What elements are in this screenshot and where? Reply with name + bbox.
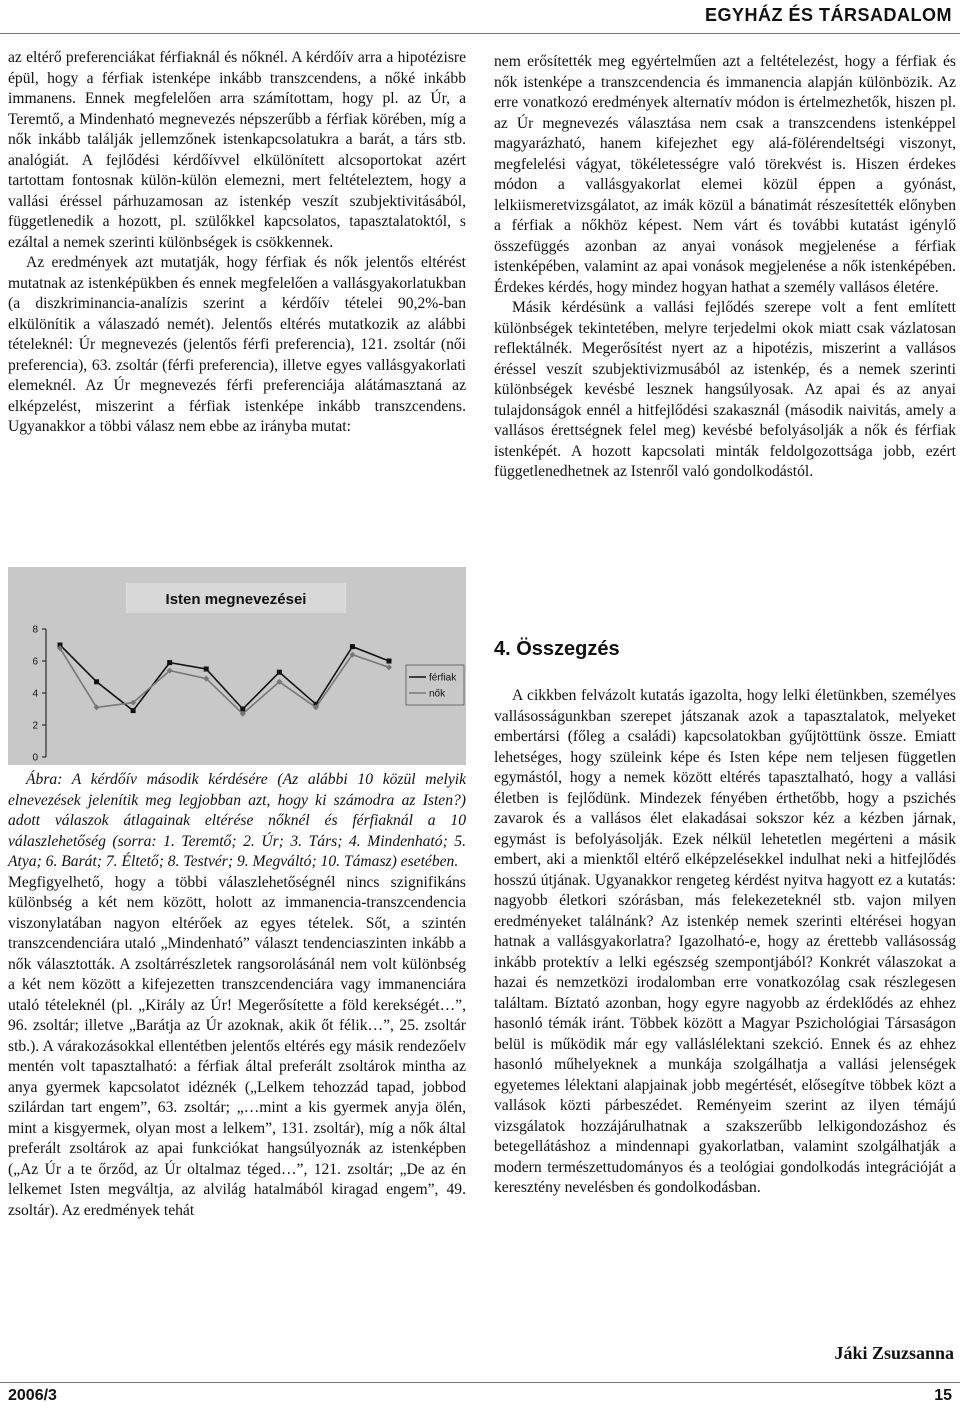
chart-title: Isten megnevezései bbox=[165, 591, 307, 608]
author-name: Jáki Zsuzsanna bbox=[834, 1343, 954, 1363]
line-chart bbox=[8, 567, 466, 765]
data-point bbox=[204, 667, 209, 672]
data-point bbox=[277, 670, 282, 675]
right-column-bottom bbox=[494, 686, 956, 1199]
y-tick-label: 0 bbox=[32, 752, 38, 764]
chart-figure bbox=[8, 567, 466, 765]
left-column-bottom bbox=[8, 770, 466, 1221]
y-tick-label: 4 bbox=[32, 688, 38, 700]
issue-number: 2006/3 bbox=[8, 1387, 57, 1404]
footer-rule bbox=[0, 1382, 960, 1383]
paragraph: Az eredmények azt mutatják, hogy férfiak és nők jelentős eltérést mutatnak az istenképükben és ennek megfelelően a vallásgyakorlatukban (a diszkriminancia-analízis szerint a kérdőív tételei 90,2%-ban elkülönítik a válaszadó nemét). Jelentős eltérés mutatkozik az alábbi tételeknél: Úr megnevezés (jelentős férfi preferencia), 121. zsoltár (női preferencia), 63. zsoltár (férfi preferencia), illetve egyes vallásgyakorlati elemeknél. Az Úr megnevezés férfi preferenciája alátámasztaná az elképzelést, miszerint a férfiak istenképe inkább transzcendens. Ugyanakkor a többi válasz nem ebbe az irányba mutat: bbox=[8, 254, 466, 435]
paragraph: Megfigyelhető, hogy a többi válaszlehetőségnél nincs szignifikáns különbség a két nem között, holott az immanencia-transzcendencia viszonylatában nagyon eltérőek az egyes tételek. Sőt, a szintén transzcendenciára utaló „Mindenható” választ tendenciaszinten inkább a nők választották. A zsoltárrészletek rangsorolásánál nem volt különbség a két nem között a kifejezetten transzcendenciára vagy immanenciára utaló tételeknél (pl. „Király az Úr! Megerősítette a föld kerekségét…”, 96. zsoltár; illetve „Barátja az Úr azoknak, akik őt félik…”, 25. zsoltár stb.). A várakozásokkal ellentétben jelentős eltérés egy másik rendezőelv mentén volt tapasztalható: a férfiak által preferált zsoltárok mintha az anya gyermek kapcsolatot idéznék („Lelkem tehozzád tapad, jobbod szilárdan tart engem”, 63. zsoltár; „…mint a kis gyermek anyja ölén, mint a kisgyermek, olyan most a lelkem”, 131. zsoltár), míg a nők által preferált zsoltárok az apai funkciókat hangsúlyoznák az istenképben („Az Úr a te őrződ, az Úr oltalmaz téged…”, 121. zsoltár; „De az én lelkemet Isten megváltja, az alvilág hatalmából kiragad engem”, 49. zsoltár). Az eredmények tehát bbox=[8, 873, 466, 1219]
data-point bbox=[240, 707, 245, 712]
legend-label: nők bbox=[429, 688, 446, 700]
figure-caption: Ábra: A kérdőív második kérdésére (Az alábbi 10 közül melyik elnevezések jelenítik meg legjobban azt, hogy ki számodra az Isten?) adott válaszok átlagainak eltérése nőknél és férfiaknál a 10 válaszlehetőség (sorra: 1. Teremtő; 2. Úr; 3. Társ; 4. Mindenható; 5. Atya; 6. Barát; 7. Éltető; 8. Testvér; 9. Megváltó; 10. Támasz) esetében. bbox=[8, 771, 466, 870]
y-tick-label: 6 bbox=[32, 656, 38, 668]
left-column-top bbox=[8, 48, 466, 438]
data-point bbox=[131, 708, 136, 713]
y-tick-label: 8 bbox=[32, 624, 38, 636]
paragraph: A cikkben felvázolt kutatás igazolta, hogy lelki életünkben, személyes vallásosságunkban szerepet játszanak azok a tapasztalatok, melyeket embertársi (főleg a családi) kapcsolatokban gyűjtöttünk össze. Emiatt lehetséges, hogy szüleink képe és Isten képe nem teljesen független egymástól, hogy a nemek között eltérés tapasztalható, hogy a vallási életben is fejlődünk. Mindezek fényében érthetőbb, hogy a pszichés zavarok és a vallásos élet elakadásai sokszor kéz a kézben járnak, egymást is befolyásolják. Ezek nélkül lehetetlen megérteni a másik embert, aki a mienktől eltérő elképzelésekkel indulhat neki a hitfejlődés hosszú útjának. Ugyanakkor rengeteg kérdést nyitva hagyott ez a kutatás: nagyobb életkori szórásban, más felekezeteknél stb. vajon milyen eredményeket találnánk? Az istenkép nemek szerinti eltérései hogyan hatnak a vallásgyakorlatra? Igazolható-e, hogy az érettebb vallásosság inkább protektív a lelki egészség szempontjából? Konkrét válaszokat a hazai és nemzetközi irodalomban erre vonatkozólag csak részlegesen találtam. Bíztató azonban, hogy egyre nagyobb az érdeklődés az ehhez hasonló témák iránt. Többek között a Magyar Pszichológiai Társaságon belül is működik már egy valláslélektani szekció. Ennek és az ehhez hasonló műhelyeknek a munkája szolgálhatja a vallási jelenségek egyetemes lélektani alapjainak jobb megértését, elősegítve többek közt a vallások közti párbeszédet. Reményeim szerint az ilyen témájú vizsgálatok hozzájárulhatnak a szakszerűbb lelkigondozáshoz és betegellátáshoz a mindennapi gyakorlatban, valamint szolgálhatják a modern természettudományos és a teológiai gondolkodás integrációját a keresztény nevelésben és gondolkodásban. bbox=[494, 687, 956, 1196]
section-heading: 4. Összegzés bbox=[494, 638, 620, 660]
page-number: 15 bbox=[934, 1387, 952, 1404]
right-column-top bbox=[494, 52, 956, 483]
paragraph: Másik kérdésünk a vallási fejlődés szerepe volt a fent említett különbségek tekintetében, melyre terjedelmi okok miatt csak vázlatosan reflektálnék. Megerősítést nyert az a hipotézis, miszerint a vallásos éréssel veszít szubjektivizmusából az istenkép, és a nemek szerinti különbségek kevésbé lesznek hangsúlyosak. Az apai és az anyai tulajdonságok ennél a hitfejlődési szakasznál (második naivitás, amely a vallásos érettségnek felel meg) kevésbé befolyásolják a nők és férfiak istenképét. A hozott kapcsolati minták feldolgozottsága jobb, ezért függetlenedhetnek az Istenről való gondolkodástól. bbox=[494, 299, 956, 480]
data-point bbox=[167, 660, 172, 665]
data-point bbox=[387, 659, 392, 664]
y-tick-label: 2 bbox=[32, 720, 38, 732]
header-rule bbox=[0, 33, 960, 34]
page-header bbox=[0, 0, 960, 34]
data-point bbox=[94, 679, 99, 684]
paragraph: az eltérő preferenciákat férfiaknál és nőknél. A kérdőív arra a hipotézisre épül, hogy a férfiak istenképe inkább transzcendens, a nőké inkább immanens. Ennek megfelelően arra számítottam, hogy pl. az Úr, a Teremtő, a Mindenható megnevezés népszerűbb a férfiak körében, míg a nők inkább találják jellemzőnek istenkapcsolatukra a barát, a társ stb. analógiát. A fejlődési kérdőívvel elkülönített alcsoportokat azért tartottam fontosnak külön-külön elemezni, mert feltételeztem, hogy a vallási éréssel párhuzamosan az istenkép veszít szubjektivitásából, függetlenedik a hozott, pl. szülőkkel kapcsolatos, tapasztalatoktól, s ezáltal a nemek szerinti különbségek is csökkennek. bbox=[8, 49, 466, 251]
legend-label: férfiak bbox=[429, 672, 457, 684]
paragraph: nem erősítették meg egyértelműen azt a feltételezést, hogy a férfiak és nők istenképe a transzcendencia és immanencia alapján különbözik. Az erre vonatkozó eredmények alternatív módon is értelmezhetők, hiszen pl. az Úr megnevezés választása nem csak a transzcendens istenképpel magyarázható, hanem kifejezhet egy alá-fölérendeltségi viszonyt, megfelelési vágyat, tökéletességre való törekvést is. Hiszen érdekes módon a vallásgyakorlat elemei közül éppen a gyónást, lelkiismeretvizsgálatot, az imák közül a bánatimát részesítették előnyben a férfiak a nőkhöz képest. Nem várt és további kutatást igénylő összefüggés azonban az anyai vonások megjelenése a férfiak istenképében, valamint az apai vonások megjelenése a nők istenképében. Érdekes kérdés, hogy mindez hogyan hathat a személy vallásos életére. bbox=[494, 53, 956, 296]
data-point bbox=[350, 644, 355, 649]
journal-section-title: EGYHÁZ ÉS TÁRSADALOM bbox=[704, 5, 952, 25]
